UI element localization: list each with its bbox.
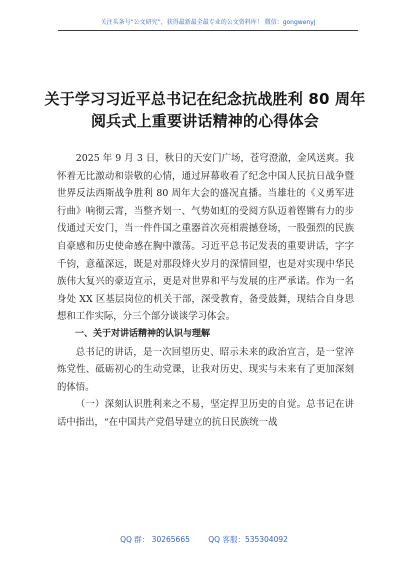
footer-contact	[0, 534, 408, 545]
header-banner: 关注头条号“公文研究”，获得最新最全最专业的公文资料库！ 微信：gongwenyj	[58, 19, 358, 31]
document-body	[57, 150, 354, 432]
paragraph-intro: 2025 年 9 月 3 日，秋日的天安门广场，苍穹澄澈，金风送爽。我怀着无比激动和崇敬的心情，通过屏幕收看了纪念中国人民抗日战争暨世界反法西斯战争胜利 80 周年大会的盛况直播。当雄壮的《义勇军进行曲》响彻云霄，当整齐划一、气势如虹的受阅方队迈着铿锵有力的步伐通过天安门，当一件件国之重器首次亮相震撼登场，一股强烈的民族自豪感和历史使命感在胸中激荡。习近平总书记发表的重要讲话，字字千钧，意蕴深远，既是对那段烽火岁月的深情回望，也是对实现中华民族伟大复兴的豪迈宣示，更是对世界和平与发展的庄严承诺。作为一名身处 XX 区基层岗位的机关干部，深受教育，备受鼓舞，现结合自身思想和工作实际，分三个部分谈谈学习体会。	[57, 153, 354, 323]
footer-qq-service: QQ 客服：535304092	[208, 535, 288, 544]
footer-qq-group: QQ 群： 30265665	[120, 535, 190, 544]
paragraph-subsection-1: （一）深刻认识胜利来之不易，坚定捍卫历史的自觉。总书记在讲话中指出，“在中国共产党倡导建立的抗日民族统一战	[57, 399, 354, 428]
paragraph-section-1-intro: 总书记的讲话，是一次回望历史、昭示未来的政治宣言，是一堂淬炼党性、砥砺初心的生动党课，让我对历史、现实与未来有了更加深刻的体悟。	[57, 346, 354, 393]
section-heading-1: 一、关于对讲话精神的认识与理解	[75, 328, 211, 339]
document-title: 关于学习习近平总书记在纪念抗战胜利 80 周年阅兵式上重要讲话精神的心得体会	[44, 90, 366, 130]
